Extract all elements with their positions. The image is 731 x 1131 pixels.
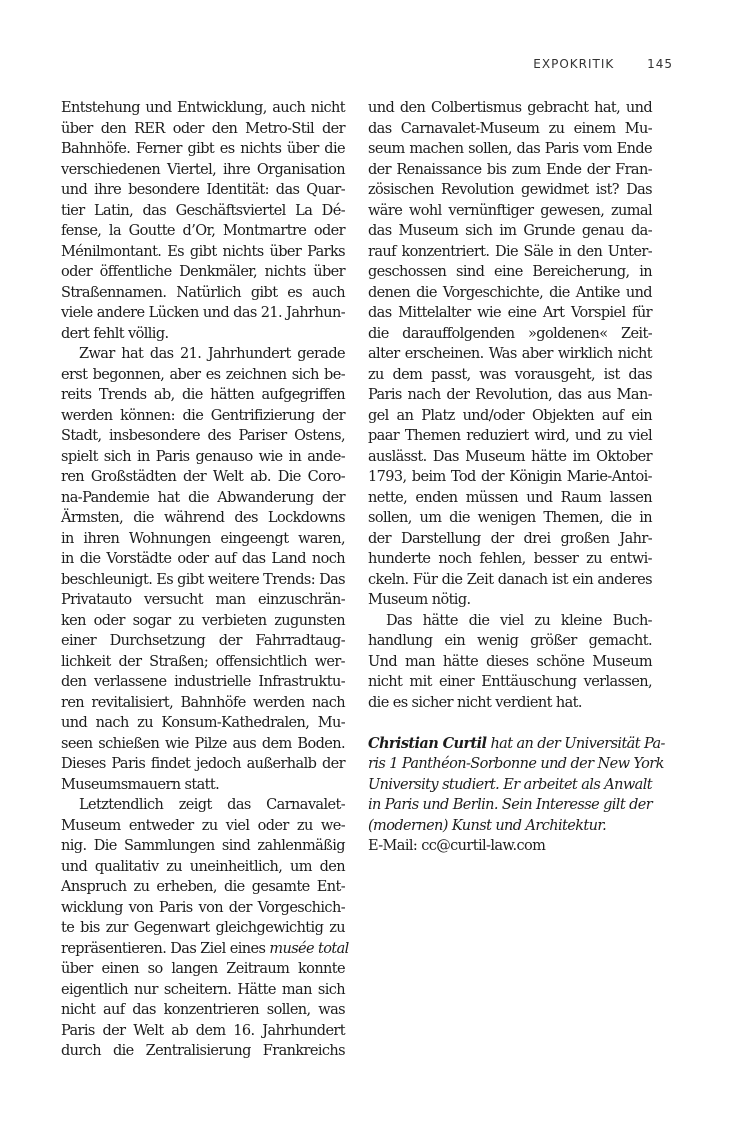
text-line: Dieses Paris findet jedoch außerhalb der: [61, 756, 345, 772]
text-line: seum machen sollen, das Paris vom Ende: [368, 141, 652, 157]
text-line: ren Großstädten der Welt ab. Die Coro-: [61, 469, 345, 485]
bio-text: hat an der Universität Pa-: [486, 735, 665, 752]
text-line: te bis zur Gegenwart gleichgewichtig zu: [61, 920, 345, 936]
text-line: paar Themen reduziert wird, und zu viel: [368, 428, 652, 444]
text-line: Paris der Welt ab dem 16. Jahrhundert: [61, 1022, 345, 1039]
text-line: der Renaissance bis zum Ende der Fran-: [368, 161, 652, 178]
text-line: auslässt. Das Museum hätte im Oktober: [368, 448, 652, 465]
left-column: [61, 98, 349, 1062]
text-line: das Mittelalter wie eine Art Vorspiel für: [368, 305, 652, 321]
text-line: in die Vorstädte oder auf das Land noch: [61, 551, 345, 567]
text-line: ken oder sogar zu verbieten zugunsten: [61, 612, 345, 629]
text-line: Letztendlich zeigt das Carnavalet-: [79, 797, 345, 813]
text-line: dert fehlt völlig.: [61, 325, 169, 342]
text-line: die es sicher nicht verdient hat.: [368, 694, 582, 711]
text-line: rauf konzentriert. Die Säle in den Unter-: [368, 243, 652, 260]
text-line: Stadt, insbesondere des Pariser Ostens,: [61, 428, 345, 444]
bio-line: ris 1 Panthéon-Sorbonne und der New York: [368, 756, 664, 772]
bio-line: University studiert. Er arbeitet als Anwalt: [368, 776, 652, 793]
right-column: [368, 98, 665, 857]
text-line: sollen, um die wenigen Themen, die in: [368, 510, 652, 526]
running-header: [533, 57, 673, 71]
text-line: die darauffolgenden »goldenen« Zeit-: [368, 325, 652, 342]
text-line: Zwar hat das 21. Jahrhundert gerade: [79, 346, 345, 362]
text-line: Paris nach der Revolution, das aus Man-: [368, 387, 652, 403]
text-line: 1793, beim Tod der Königin Marie-Antoi-: [368, 469, 652, 485]
text-line: seen schießen wie Pilze aus dem Boden.: [61, 735, 345, 752]
text-line: und qualitativ zu uneinheitlich, um den: [61, 858, 345, 875]
text-line: Museum entweder zu viel oder zu we-: [61, 817, 345, 834]
text-line: Museumsmauern statt.: [61, 776, 220, 793]
text-line: spielt sich in Paris genauso wie in ande-: [61, 448, 345, 465]
bio-line: [368, 734, 665, 755]
text-line: Privatauto versucht man einzuschrän-: [61, 592, 345, 608]
text-line: na-Pandemie hat die Abwanderung der: [61, 489, 345, 506]
spacer: [368, 713, 652, 734]
text-line: reits Trends ab, die hätten aufgegriffen: [61, 387, 345, 403]
text-line: alter erscheinen. Was aber wirklich nicht: [368, 346, 652, 362]
text-line: [61, 939, 349, 960]
text-line: nicht auf das konzentrieren sollen, was: [61, 1002, 345, 1018]
text-line: verschiedenen Viertel, ihre Organisation: [61, 161, 345, 178]
section-title: EXPOKRITIK: [533, 57, 615, 71]
text-line: Straßennamen. Natürlich gibt es auch: [61, 284, 345, 301]
text-line: oder öffentliche Denkmäler, nichts über: [61, 264, 345, 280]
text-line: hunderte noch fehlen, besser zu entwi-: [368, 551, 652, 567]
text-line: fense, la Goutte d’Or, Montmartre oder: [61, 223, 345, 239]
text-line: einer Durchsetzung der Fahrradtaug-: [61, 633, 345, 649]
text-line: Anspruch zu erheben, die gesamte Ent-: [61, 879, 345, 895]
text-line: und den Colbertismus gebracht hat, und: [368, 100, 652, 116]
text-line: lichkeit der Straßen; offensichtlich wer-: [61, 653, 345, 670]
text-line: über den RER oder den Metro-Stil der: [61, 120, 345, 137]
bio-line: in Paris und Berlin. Sein Interesse gilt der: [368, 797, 653, 813]
text-line: eigentlich nur scheitern. Hätte man sich: [61, 981, 345, 998]
text-line: werden können: die Gentrifizierung der: [61, 407, 345, 424]
text-line: viele andere Lücken und das 21. Jahrhun-: [61, 305, 345, 321]
page-number: 145: [647, 57, 673, 71]
text-line: tier Latin, das Geschäftsviertel La Dé-: [61, 202, 345, 219]
text-line: nette, enden müssen und Raum lassen: [368, 489, 652, 506]
text-line: wäre wohl vernünftiger gewesen, zumal: [368, 202, 652, 219]
text-line: ren revitalisiert, Bahnhöfe werden nach: [61, 694, 345, 711]
text-line: erst begonnen, aber es zeichnen sich be-: [61, 366, 345, 383]
text-line: geschossen sind eine Bereicherung, in: [368, 264, 652, 280]
text-line: Und man hätte dieses schöne Museum: [368, 653, 652, 670]
text-line: und ihre besondere Identität: das Quar-: [61, 182, 345, 198]
text-line: Ménilmontant. Es gibt nichts über Parks: [61, 243, 345, 260]
text-line: Museum nötig.: [368, 592, 471, 608]
author-email: E-Mail: cc@curtil-law.com: [368, 838, 546, 854]
text-line: und nach zu Konsum-Kathedralen, Mu-: [61, 715, 345, 731]
text-line: zösischen Revolution gewidmet ist? Das: [368, 182, 652, 198]
text-line: gel an Platz und/oder Objekten auf ein: [368, 407, 652, 424]
text-line: nicht mit einer Enttäuschung verlassen,: [368, 674, 652, 690]
text-line: den verlassene industrielle Infrastruktu-: [61, 674, 345, 690]
text-line: Das hätte die viel zu kleine Buch-: [386, 612, 652, 629]
text-line: durch die Zentralisierung Frankreichs: [61, 1043, 345, 1059]
text-line: denen die Vorgeschichte, die Antike und: [368, 284, 652, 301]
text-line: zu dem passt, was vorausgeht, ist das: [368, 366, 652, 383]
bio-line: (modernen) Kunst und Architektur.: [368, 817, 607, 834]
text-line: wicklung von Paris von der Vorgeschich-: [61, 899, 345, 916]
text-line: in ihren Wohnungen eingeengt waren,: [61, 530, 345, 547]
text-line: der Darstellung der drei großen Jahr-: [368, 530, 652, 547]
text-line: über einen so langen Zeitraum konnte: [61, 961, 345, 977]
text-line: Bahnhöfe. Ferner gibt es nichts über die: [61, 141, 345, 157]
text-line: das Museum sich im Grunde genau da-: [368, 223, 652, 239]
text-fragment: repräsentieren. Das Ziel eines: [61, 940, 266, 957]
text-line: nig. Die Sammlungen sind zahlenmäßig: [61, 838, 345, 854]
text-line: Ärmsten, die während des Lockdowns: [61, 510, 345, 526]
text-line: das Carnavalet-Museum zu einem Mu-: [368, 120, 652, 137]
text-line: Entstehung und Entwicklung, auch nicht: [61, 100, 345, 116]
author-bio: [368, 734, 665, 857]
text-line: beschleunigt. Es gibt weitere Trends: Das: [61, 571, 345, 588]
text-line: handlung ein wenig größer gemacht.: [368, 633, 652, 649]
italic-term: musée total: [269, 940, 349, 957]
text-line: ckeln. Für die Zeit danach ist ein anderes: [368, 571, 652, 588]
author-name: Christian Curtil: [368, 734, 487, 752]
